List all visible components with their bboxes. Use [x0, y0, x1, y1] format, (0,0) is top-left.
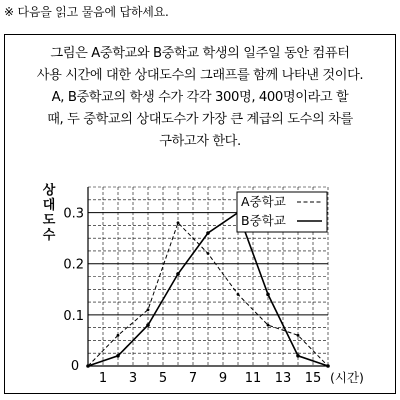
data-point-b — [206, 231, 210, 235]
y-axis-label-char: 대 — [42, 198, 56, 213]
legend-label-a: A중학교 — [241, 194, 286, 209]
data-point-b — [116, 354, 120, 358]
data-point-a — [207, 252, 210, 255]
relative-frequency-chart — [5, 183, 397, 395]
data-point-b — [176, 272, 180, 276]
problem-line: 그림은 A중학교와 B중학교 학생의 일주일 동안 컴퓨터 — [50, 46, 350, 61]
x-tick-label: 11 — [244, 371, 262, 386]
x-tick-label: 9 — [218, 371, 228, 386]
data-point-b — [266, 293, 270, 297]
data-point-a — [297, 334, 300, 337]
x-tick-label: 13 — [274, 371, 292, 386]
problem-line: 구하고자 한다. — [159, 134, 241, 149]
y-tick-label: 0.2 — [63, 257, 84, 273]
problem-line: 사용 시간에 대한 상대도수의 그래프를 함께 나타낸 것이다. — [36, 68, 364, 83]
problem-box — [4, 34, 396, 394]
x-tick-label: 15 — [304, 371, 322, 386]
data-point-a — [237, 293, 240, 296]
data-point-b — [146, 323, 150, 327]
x-tick-label: 5 — [158, 371, 168, 386]
problem-line: 때, 두 중학교의 상대도수가 가장 큰 계급의 도수의 차를 — [47, 112, 353, 127]
y-tick-label: 0.3 — [63, 206, 84, 222]
legend-label-b: B중학교 — [241, 213, 286, 228]
data-point-b — [326, 364, 330, 368]
y-tick-label: 0.1 — [63, 308, 84, 324]
data-point-b — [296, 354, 300, 358]
y-axis-label-char: 상 — [42, 183, 56, 198]
x-tick-label: 3 — [128, 371, 138, 386]
x-tick-label: 7 — [188, 371, 198, 386]
x-tick-label: 1 — [98, 371, 108, 386]
origin-label: 0 — [70, 359, 80, 374]
problem-text — [15, 43, 385, 153]
x-axis-label: (시간) — [330, 370, 364, 385]
instruction-text: ※ 다음을 읽고 물음에 답하세요. — [4, 5, 169, 19]
data-point-a — [147, 308, 150, 311]
data-point-a — [177, 221, 180, 224]
y-axis-label-char: 도 — [42, 213, 56, 228]
y-axis-label-char: 수 — [42, 228, 56, 243]
data-point-b — [86, 364, 90, 368]
legend — [237, 192, 327, 232]
problem-line: A, B중학교의 학생 수가 각각 300명, 400명이라고 할 — [51, 90, 349, 105]
data-point-a — [267, 324, 270, 327]
data-point-a — [117, 334, 120, 337]
